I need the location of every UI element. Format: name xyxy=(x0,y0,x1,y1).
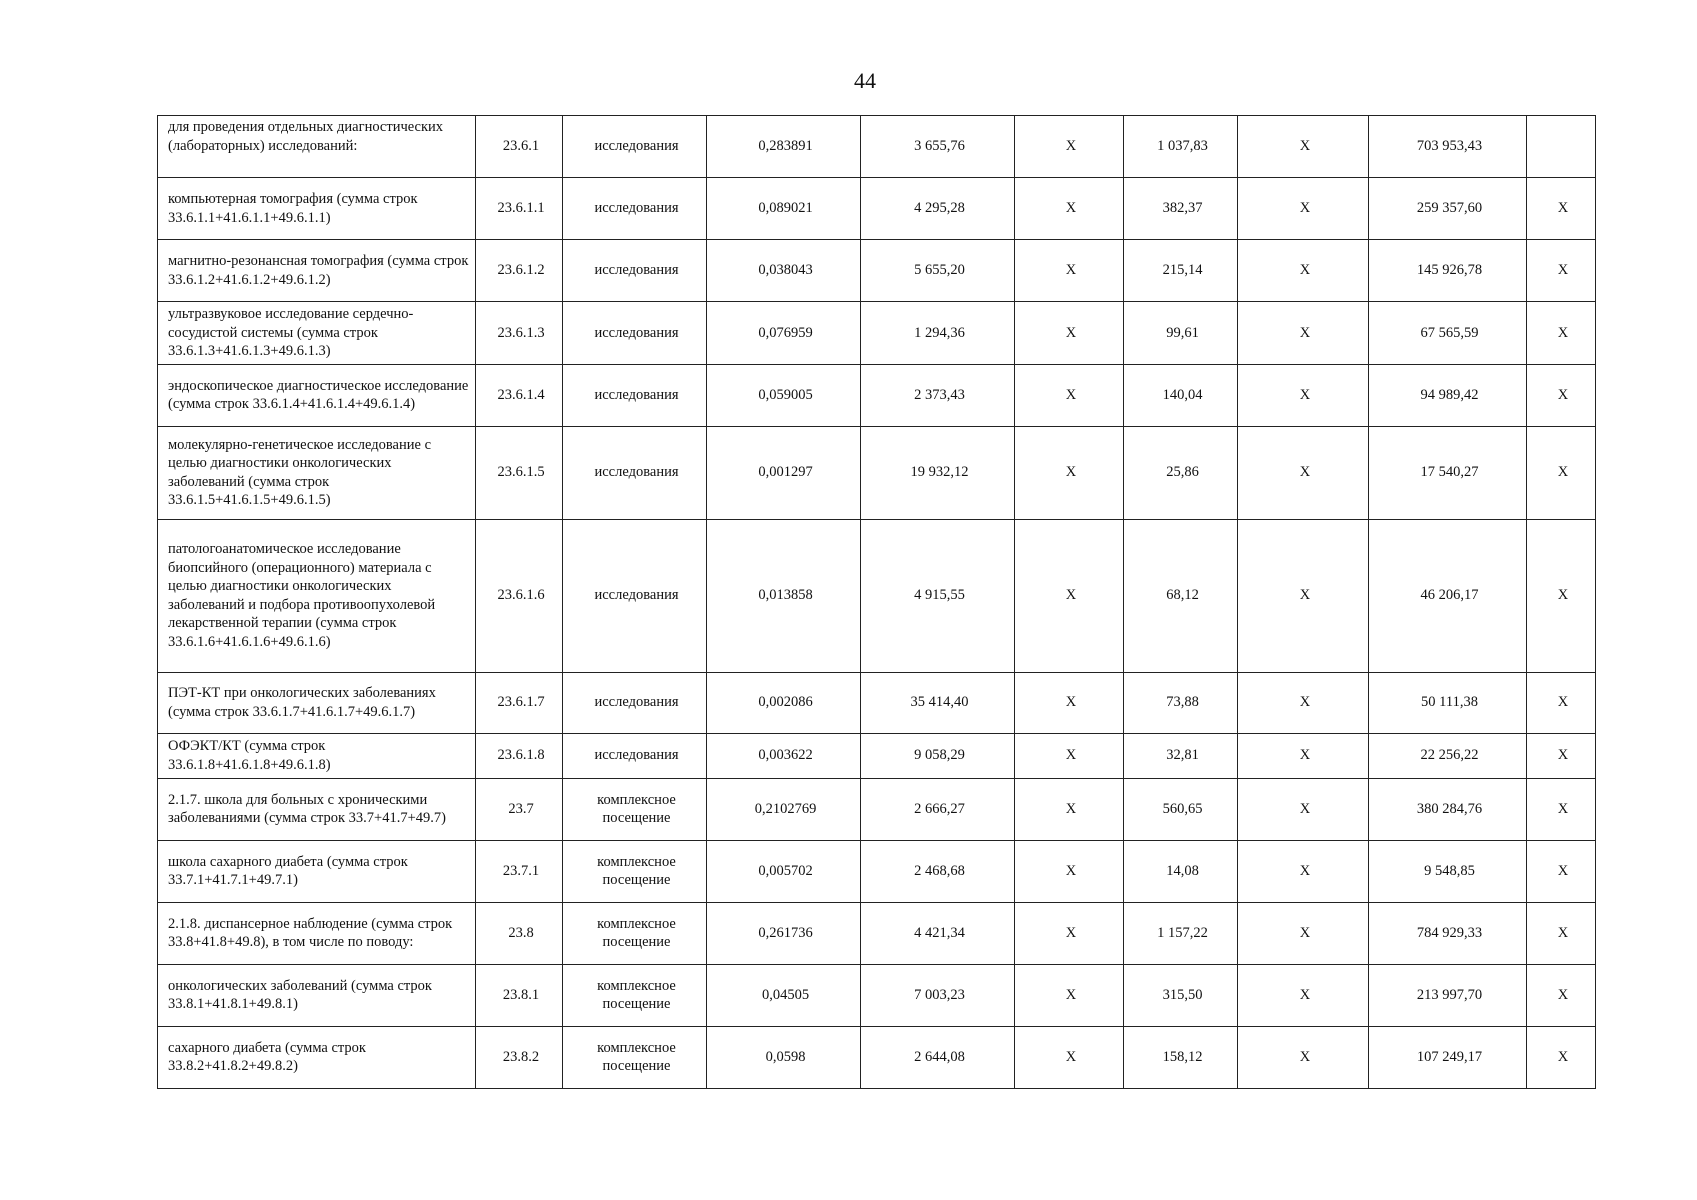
row-x1-cell: X xyxy=(1015,840,1124,902)
table-row xyxy=(158,519,1596,672)
row-total-cell: 107 249,17 xyxy=(1369,1026,1527,1088)
row-unit-cell: исследования xyxy=(563,426,707,519)
row-name-cell: ОФЭКТ/КТ (сумма строк 33.6.1.8+41.6.1.8+49.6.1.8) xyxy=(158,733,476,778)
row-norm-cell: 0,261736 xyxy=(707,902,861,964)
row-name-cell: эндоскопическое диагностическое исследование (сумма строк 33.6.1.4+41.6.1.4+49.6.1.4) xyxy=(158,364,476,426)
data-table xyxy=(157,115,1596,1089)
row-code-cell: 23.8.2 xyxy=(476,1026,563,1088)
row-x1-cell: X xyxy=(1015,116,1124,178)
row-code-cell: 23.8.1 xyxy=(476,964,563,1026)
row-code-cell: 23.6.1.8 xyxy=(476,733,563,778)
row-cost-cell: 4 295,28 xyxy=(861,178,1015,240)
row-name-cell: 2.1.7. школа для больных с хроническими заболеваниями (сумма строк 33.7+41.7+49.7) xyxy=(158,778,476,840)
row-x2-cell: X xyxy=(1238,1026,1369,1088)
row-unit-cell: исследования xyxy=(563,519,707,672)
row-name-cell: сахарного диабета (сумма строк 33.8.2+41.8.2+49.8.2) xyxy=(158,1026,476,1088)
row-norm-cell: 0,003622 xyxy=(707,733,861,778)
row-norm-cell: 0,001297 xyxy=(707,426,861,519)
row-cost-cell: 3 655,76 xyxy=(861,116,1015,178)
table-body xyxy=(158,116,1596,1089)
row-cost-cell: 5 655,20 xyxy=(861,240,1015,302)
table-row xyxy=(158,902,1596,964)
row-x3-cell: X xyxy=(1527,1026,1596,1088)
row-code-cell: 23.6.1.7 xyxy=(476,672,563,733)
row-per-capita-cell: 1 157,22 xyxy=(1124,902,1238,964)
row-unit-cell: комплексное посещение xyxy=(563,778,707,840)
row-x1-cell: X xyxy=(1015,302,1124,365)
row-x3-cell: X xyxy=(1527,426,1596,519)
row-x3-cell: X xyxy=(1527,733,1596,778)
table-row xyxy=(158,778,1596,840)
row-total-cell: 94 989,42 xyxy=(1369,364,1527,426)
row-unit-cell: комплексное посещение xyxy=(563,902,707,964)
row-x3-cell: X xyxy=(1527,778,1596,840)
row-x2-cell: X xyxy=(1238,778,1369,840)
row-cost-cell: 4 915,55 xyxy=(861,519,1015,672)
page-number: 44 xyxy=(854,68,876,93)
row-x3-cell: X xyxy=(1527,519,1596,672)
table-row xyxy=(158,426,1596,519)
row-unit-cell: исследования xyxy=(563,364,707,426)
row-unit-cell: исследования xyxy=(563,672,707,733)
row-per-capita-cell: 73,88 xyxy=(1124,672,1238,733)
row-cost-cell: 9 058,29 xyxy=(861,733,1015,778)
row-per-capita-cell: 99,61 xyxy=(1124,302,1238,365)
row-x3-cell: X xyxy=(1527,840,1596,902)
row-norm-cell: 0,283891 xyxy=(707,116,861,178)
row-total-cell: 67 565,59 xyxy=(1369,302,1527,365)
row-x1-cell: X xyxy=(1015,902,1124,964)
row-x2-cell: X xyxy=(1238,840,1369,902)
row-name-cell: компьютерная томография (сумма строк 33.6.1.1+41.6.1.1+49.6.1.1) xyxy=(158,178,476,240)
row-x2-cell: X xyxy=(1238,902,1369,964)
row-unit-cell: исследования xyxy=(563,178,707,240)
row-per-capita-cell: 560,65 xyxy=(1124,778,1238,840)
table-row xyxy=(158,302,1596,365)
row-cost-cell: 2 468,68 xyxy=(861,840,1015,902)
row-x1-cell: X xyxy=(1015,1026,1124,1088)
row-norm-cell: 0,013858 xyxy=(707,519,861,672)
row-cost-cell: 35 414,40 xyxy=(861,672,1015,733)
row-norm-cell: 0,0598 xyxy=(707,1026,861,1088)
row-x2-cell: X xyxy=(1238,302,1369,365)
row-code-cell: 23.6.1.2 xyxy=(476,240,563,302)
row-x1-cell: X xyxy=(1015,240,1124,302)
row-x1-cell: X xyxy=(1015,672,1124,733)
row-unit-cell: комплексное посещение xyxy=(563,840,707,902)
row-total-cell: 22 256,22 xyxy=(1369,733,1527,778)
table-row xyxy=(158,964,1596,1026)
row-x2-cell: X xyxy=(1238,964,1369,1026)
row-total-cell: 380 284,76 xyxy=(1369,778,1527,840)
row-name-cell: онкологических заболеваний (сумма строк 33.8.1+41.8.1+49.8.1) xyxy=(158,964,476,1026)
row-per-capita-cell: 25,86 xyxy=(1124,426,1238,519)
row-x3-cell: X xyxy=(1527,240,1596,302)
row-norm-cell: 0,002086 xyxy=(707,672,861,733)
row-total-cell: 784 929,33 xyxy=(1369,902,1527,964)
table-row xyxy=(158,178,1596,240)
row-cost-cell: 1 294,36 xyxy=(861,302,1015,365)
row-x1-cell: X xyxy=(1015,426,1124,519)
row-norm-cell: 0,005702 xyxy=(707,840,861,902)
row-name-cell: ПЭТ-КТ при онкологических заболеваниях (сумма строк 33.6.1.7+41.6.1.7+49.6.1.7) xyxy=(158,672,476,733)
row-code-cell: 23.8 xyxy=(476,902,563,964)
row-x2-cell: X xyxy=(1238,672,1369,733)
row-total-cell: 50 111,38 xyxy=(1369,672,1527,733)
table-row xyxy=(158,364,1596,426)
row-cost-cell: 2 373,43 xyxy=(861,364,1015,426)
row-x3-cell: X xyxy=(1527,178,1596,240)
row-name-cell: 2.1.8. диспансерное наблюдение (сумма строк 33.8+41.8+49.8), в том числе по поводу: xyxy=(158,902,476,964)
row-x1-cell: X xyxy=(1015,733,1124,778)
row-norm-cell: 0,2102769 xyxy=(707,778,861,840)
row-code-cell: 23.6.1 xyxy=(476,116,563,178)
row-x2-cell: X xyxy=(1238,178,1369,240)
row-cost-cell: 7 003,23 xyxy=(861,964,1015,1026)
row-unit-cell: комплексное посещение xyxy=(563,964,707,1026)
row-x3-cell: X xyxy=(1527,672,1596,733)
row-norm-cell: 0,089021 xyxy=(707,178,861,240)
table-row xyxy=(158,733,1596,778)
row-unit-cell: комплексное посещение xyxy=(563,1026,707,1088)
row-code-cell: 23.7.1 xyxy=(476,840,563,902)
row-name-cell: школа сахарного диабета (сумма строк 33.7.1+41.7.1+49.7.1) xyxy=(158,840,476,902)
row-name-cell: молекулярно-генетическое исследование с целью диагностики онкологических заболеваний (сумма строк 33.6.1.5+41.6.1.5+49.6.1.5) xyxy=(158,426,476,519)
row-per-capita-cell: 382,37 xyxy=(1124,178,1238,240)
row-unit-cell: исследования xyxy=(563,240,707,302)
row-norm-cell: 0,059005 xyxy=(707,364,861,426)
row-x1-cell: X xyxy=(1015,964,1124,1026)
row-code-cell: 23.6.1.3 xyxy=(476,302,563,365)
row-x1-cell: X xyxy=(1015,519,1124,672)
row-total-cell: 46 206,17 xyxy=(1369,519,1527,672)
row-name-cell: магнитно-резонансная томография (сумма строк 33.6.1.2+41.6.1.2+49.6.1.2) xyxy=(158,240,476,302)
row-name-cell: для проведения отдельных диагностических (лабораторных) исследований: xyxy=(158,116,476,178)
row-cost-cell: 19 932,12 xyxy=(861,426,1015,519)
table-row xyxy=(158,240,1596,302)
row-x1-cell: X xyxy=(1015,364,1124,426)
row-x1-cell: X xyxy=(1015,178,1124,240)
row-code-cell: 23.6.1.5 xyxy=(476,426,563,519)
row-per-capita-cell: 1 037,83 xyxy=(1124,116,1238,178)
row-per-capita-cell: 158,12 xyxy=(1124,1026,1238,1088)
row-per-capita-cell: 215,14 xyxy=(1124,240,1238,302)
row-code-cell: 23.6.1.6 xyxy=(476,519,563,672)
row-norm-cell: 0,038043 xyxy=(707,240,861,302)
row-x3-cell: X xyxy=(1527,302,1596,365)
row-norm-cell: 0,076959 xyxy=(707,302,861,365)
row-x3-cell: X xyxy=(1527,364,1596,426)
row-per-capita-cell: 32,81 xyxy=(1124,733,1238,778)
row-x2-cell: X xyxy=(1238,733,1369,778)
row-x3-cell xyxy=(1527,116,1596,178)
row-x2-cell: X xyxy=(1238,426,1369,519)
row-code-cell: 23.7 xyxy=(476,778,563,840)
table-row xyxy=(158,840,1596,902)
row-cost-cell: 2 666,27 xyxy=(861,778,1015,840)
row-norm-cell: 0,04505 xyxy=(707,964,861,1026)
row-x3-cell: X xyxy=(1527,964,1596,1026)
table-row xyxy=(158,116,1596,178)
row-code-cell: 23.6.1.1 xyxy=(476,178,563,240)
row-x2-cell: X xyxy=(1238,519,1369,672)
row-x2-cell: X xyxy=(1238,240,1369,302)
row-name-cell: патологоанатомическое исследование биопсийного (операционного) материала с целью диагностики онкологических заболеваний и подбора противоопухолевой лекарственной терапии (сумма строк 33.6.1.6+41.6.1.6+49.6.1.6) xyxy=(158,519,476,672)
row-name-cell: ультразвуковое исследование сердечно-сосудистой системы (сумма строк 33.6.1.3+41.6.1.3+49.6.1.3) xyxy=(158,302,476,365)
row-total-cell: 9 548,85 xyxy=(1369,840,1527,902)
row-per-capita-cell: 68,12 xyxy=(1124,519,1238,672)
row-unit-cell: исследования xyxy=(563,116,707,178)
row-code-cell: 23.6.1.4 xyxy=(476,364,563,426)
table-row xyxy=(158,1026,1596,1088)
row-per-capita-cell: 140,04 xyxy=(1124,364,1238,426)
row-total-cell: 703 953,43 xyxy=(1369,116,1527,178)
row-cost-cell: 4 421,34 xyxy=(861,902,1015,964)
row-total-cell: 259 357,60 xyxy=(1369,178,1527,240)
row-unit-cell: исследования xyxy=(563,733,707,778)
row-total-cell: 145 926,78 xyxy=(1369,240,1527,302)
row-total-cell: 17 540,27 xyxy=(1369,426,1527,519)
table-row xyxy=(158,672,1596,733)
row-x1-cell: X xyxy=(1015,778,1124,840)
row-x2-cell: X xyxy=(1238,364,1369,426)
row-per-capita-cell: 14,08 xyxy=(1124,840,1238,902)
row-total-cell: 213 997,70 xyxy=(1369,964,1527,1026)
row-cost-cell: 2 644,08 xyxy=(861,1026,1015,1088)
row-x3-cell: X xyxy=(1527,902,1596,964)
row-x2-cell: X xyxy=(1238,116,1369,178)
row-unit-cell: исследования xyxy=(563,302,707,365)
row-per-capita-cell: 315,50 xyxy=(1124,964,1238,1026)
